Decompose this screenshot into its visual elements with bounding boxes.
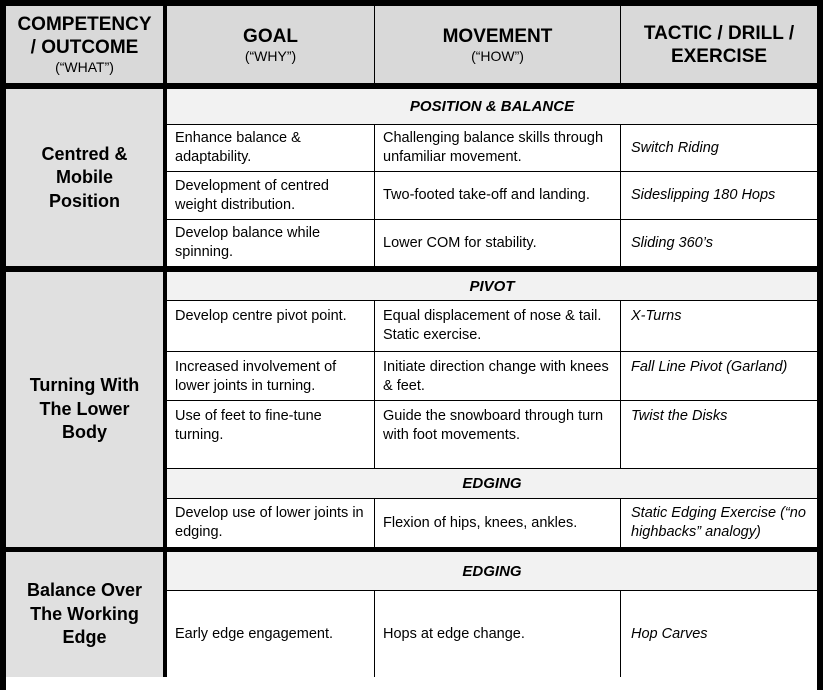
- divider: [167, 219, 817, 220]
- section-header: EDGING: [167, 469, 817, 498]
- competency-title-line: Edge: [62, 627, 107, 648]
- movement-cell: Two-footed take-off and landing.: [375, 172, 620, 219]
- competency-title-line: The Working: [30, 603, 139, 624]
- competency-title-line: The Lower: [39, 398, 130, 419]
- tactic-cell: Sliding 360’s: [621, 220, 817, 266]
- header-competency-line2: / OUTCOME: [30, 37, 139, 58]
- competency-cell: [6, 552, 163, 677]
- tactic-cell: Switch Riding: [621, 125, 817, 171]
- movement-cell: Flexion of hips, knees, ankles.: [375, 499, 620, 547]
- tactic-cell: Sideslipping 180 Hops: [621, 172, 817, 219]
- divider: [167, 590, 817, 591]
- divider: [620, 498, 621, 547]
- header-competency-sub: (“WHAT”): [55, 59, 114, 75]
- divider: [167, 468, 817, 469]
- divider: [167, 124, 817, 125]
- divider: [620, 300, 621, 468]
- section-header: EDGING: [167, 552, 817, 590]
- divider: [374, 300, 375, 468]
- competency-title-line: Balance Over: [26, 580, 143, 601]
- header-movement-label: MOVEMENT: [442, 25, 553, 47]
- divider: [374, 6, 375, 84]
- goal-cell: Enhance balance & adaptability.: [167, 125, 374, 171]
- header-goal-label: GOAL: [243, 25, 298, 47]
- competency-title-line: Mobile: [56, 167, 113, 188]
- divider: [0, 266, 823, 272]
- movement-cell: Challenging balance skills through unfamiliar movement.: [375, 125, 620, 171]
- tactic-cell: Hop Carves: [621, 591, 817, 677]
- goal-cell: Develop balance while spinning.: [167, 220, 374, 266]
- divider: [374, 124, 375, 267]
- divider: [374, 498, 375, 547]
- movement-cell: Guide the snowboard through turn with foot movements.: [375, 401, 620, 468]
- goal-cell: Develop centre pivot point.: [167, 301, 374, 351]
- divider: [620, 590, 621, 677]
- header-movement: [375, 6, 620, 83]
- section-header: PIVOT: [167, 272, 817, 300]
- movement-cell: Hops at edge change.: [375, 591, 620, 677]
- goal-cell: Use of feet to fine-tune turning.: [167, 401, 374, 468]
- divider: [620, 124, 621, 267]
- goal-cell: Development of centred weight distribution.: [167, 172, 374, 219]
- competency-title-line: Body: [62, 422, 107, 443]
- divider: [374, 590, 375, 677]
- tactic-cell: Fall Line Pivot (Garland): [621, 352, 817, 400]
- movement-cell: Lower COM for stability.: [375, 220, 620, 266]
- divider: [0, 547, 823, 552]
- competency-cell: [6, 272, 163, 547]
- border-left: [0, 0, 6, 677]
- competency-cell: [6, 89, 163, 267]
- border-right: [817, 0, 823, 677]
- header-competency: [6, 6, 163, 83]
- header-movement-sub: (“HOW”): [471, 47, 524, 64]
- divider: [163, 0, 167, 677]
- header-tactic-line2: EXERCISE: [670, 45, 768, 67]
- header-goal-sub: (“WHY”): [244, 47, 297, 64]
- movement-cell: Initiate direction change with knees & feet.: [375, 352, 620, 400]
- divider: [167, 400, 817, 401]
- header-tactic: [621, 6, 817, 83]
- competency-title-line: Centred &: [41, 143, 128, 164]
- tactic-cell: Twist the Disks: [621, 401, 817, 468]
- header-competency-line1: COMPETENCY: [17, 14, 152, 35]
- goal-cell: Develop use of lower joints in edging.: [167, 499, 374, 547]
- tactic-cell: Static Edging Exercise (“no highbacks” analogy): [621, 499, 817, 547]
- tactic-cell: X-Turns: [621, 301, 817, 351]
- divider: [0, 83, 823, 89]
- goal-cell: Increased involvement of lower joints in turning.: [167, 352, 374, 400]
- border-top: [0, 0, 823, 6]
- divider: [167, 498, 817, 499]
- divider: [167, 300, 817, 301]
- divider: [620, 6, 621, 84]
- divider: [167, 171, 817, 172]
- movement-cell: Equal displacement of nose & tail. Static exercise.: [375, 301, 620, 351]
- header-goal: [167, 6, 374, 83]
- header-tactic-line1: TACTIC / DRILL /: [643, 22, 795, 44]
- divider: [167, 351, 817, 352]
- competency-title-line: Position: [49, 190, 120, 211]
- goal-cell: Early edge engagement.: [167, 591, 374, 677]
- competency-title-line: Turning With: [29, 375, 140, 396]
- section-header: POSITION & BALANCE: [167, 89, 817, 124]
